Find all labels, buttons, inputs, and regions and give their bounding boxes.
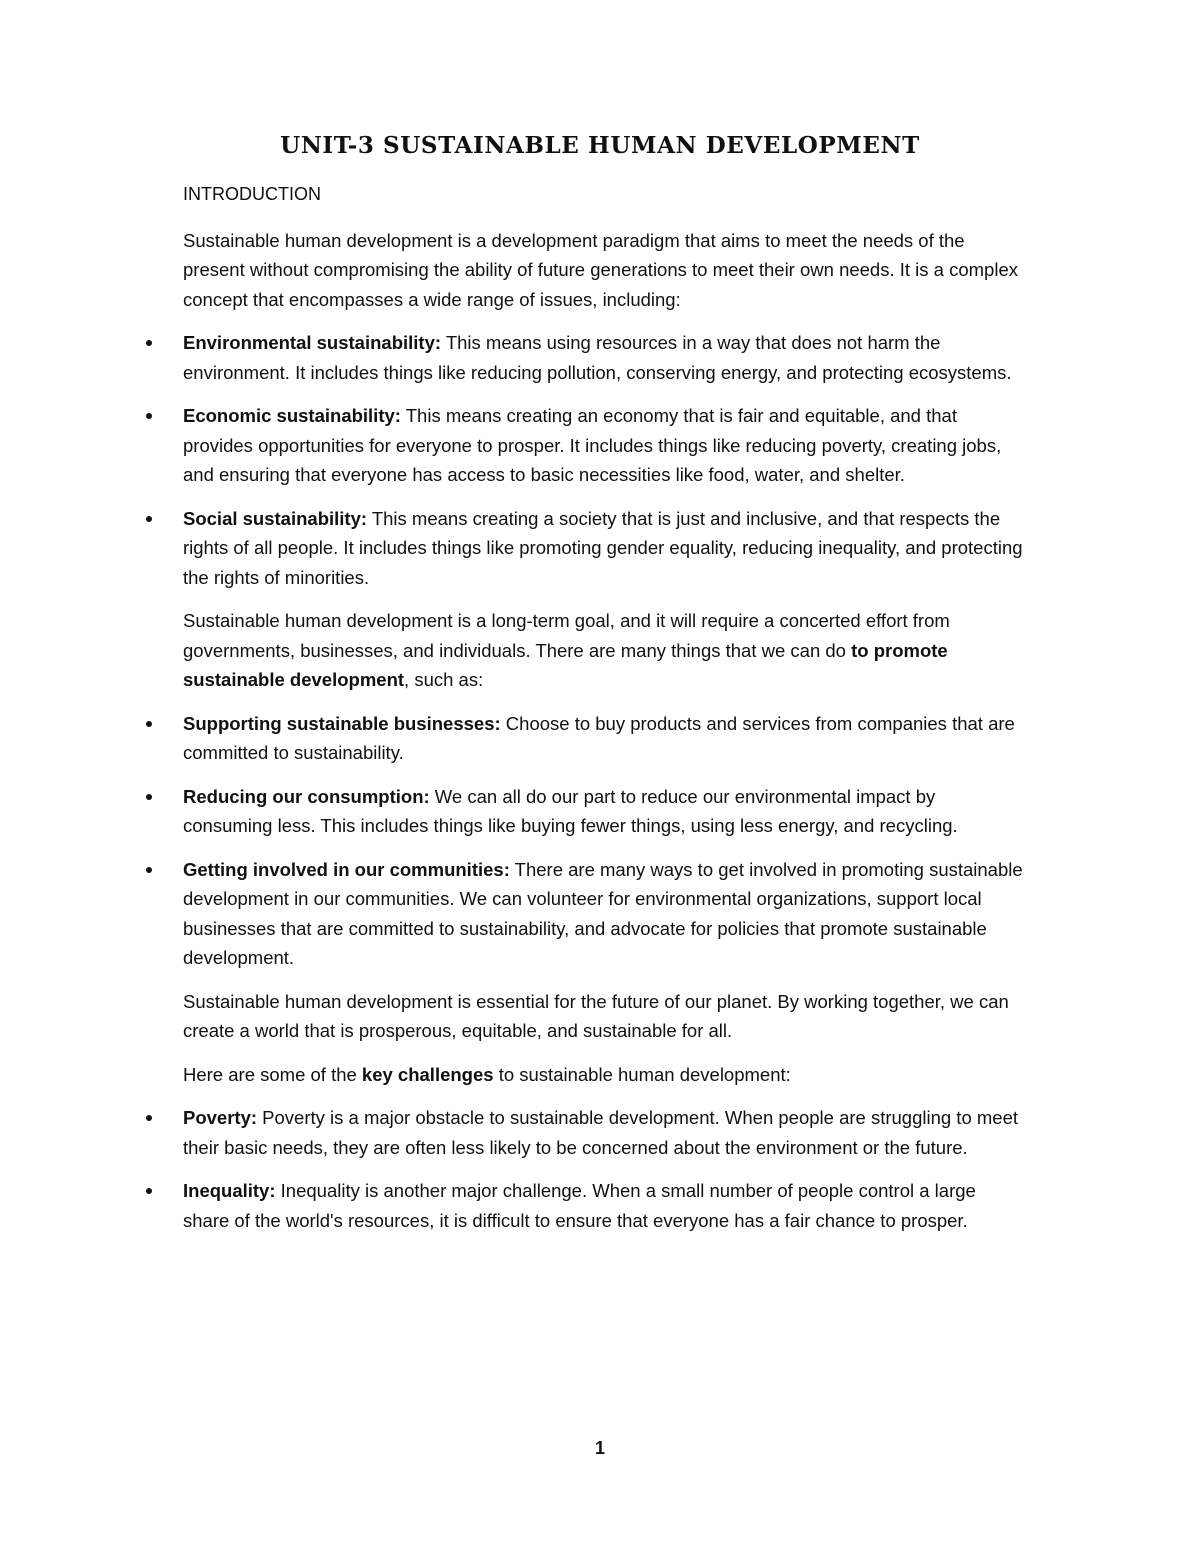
intro-paragraph: Sustainable human development is a development paradigm that aims to meet the needs of the present without compromising the ability of future generations to meet their own needs. It is a complex concept that encompasses a wide range of issues, including:	[183, 229, 1018, 310]
challenges-intro-after: to sustainable human development:	[493, 1063, 791, 1085]
list-item-challenge	[183, 1103, 1023, 1162]
list-item-issue	[183, 504, 1023, 593]
challenges-intro-before: Here are some of the	[183, 1063, 362, 1085]
issues-list	[183, 328, 1023, 592]
action-term: Getting involved in our communities:	[183, 858, 510, 880]
action-term: Supporting sustainable businesses:	[183, 712, 501, 734]
promote-text-after: , such as:	[404, 669, 484, 690]
list-item-issue	[183, 328, 1023, 387]
bullet-icon	[146, 721, 152, 727]
challenge-text: Poverty is a major obstacle to sustainable development. When people are struggling to meet their basic needs, they are often less likely to be concerned about the environment or the future.	[183, 1107, 1019, 1158]
document-body	[183, 180, 1023, 1249]
issue-text: This means using resources in a way that does not harm the environment. It includes things like reducing pollution, conserving energy, and protecting ecosystems.	[183, 332, 1012, 383]
challenge-term: Poverty:	[183, 1107, 258, 1128]
bullet-icon	[146, 867, 152, 873]
challenges-intro-bold: key challenges	[361, 1063, 494, 1085]
promote-text-before: Sustainable human development is a long-term goal, and it will require a concerted effort from governments, businesses, and individuals. There are many things that we can do	[183, 610, 950, 661]
list-item-action	[183, 782, 1023, 841]
challenges-list	[183, 1103, 1023, 1235]
challenge-term: Inequality:	[183, 1180, 276, 1201]
bullet-icon	[146, 794, 152, 800]
promote-text-bold: to promote sustainable development	[183, 639, 948, 690]
challenge-text: Inequality is another major challenge. When a small number of people control a large share of the world's resources, it is difficult to ensure that everyone has a fair chance to prosper.	[183, 1180, 976, 1231]
conclusion-paragraph: Sustainable human development is essential for the future of our planet. By working together, we can create a world that is prosperous, equitable, and sustainable for all.	[183, 990, 1009, 1041]
action-text: There are many ways to get involved in promoting sustainable development in our communities. We can volunteer for environmental organizations, support local businesses that are committed to sustainability, and advocate for policies that promote sustainable development.	[183, 858, 1023, 968]
list-item-challenge	[183, 1176, 1023, 1235]
actions-list	[183, 709, 1023, 973]
bullet-icon	[146, 340, 152, 346]
list-item-action	[183, 709, 1023, 768]
bullet-icon	[146, 516, 152, 522]
promote-paragraph	[183, 606, 1023, 695]
bullet-icon	[146, 413, 152, 419]
issue-term: Economic sustainability:	[183, 405, 401, 426]
action-text: We can all do our part to reduce our environmental impact by consuming less. This includes things like buying fewer things, using less energy, and recycling.	[183, 785, 958, 836]
list-item-action	[183, 855, 1023, 973]
page-number: 1	[594, 1438, 605, 1458]
issue-term: Environmental sustainability:	[183, 332, 442, 353]
challenges-intro-paragraph	[183, 1060, 1023, 1090]
issue-text: This means creating a society that is just and inclusive, and that respects the rights of all people. It includes things like promoting gender equality, reducing inequality, and protecting the rights of minorities.	[183, 507, 1023, 588]
bullet-icon	[146, 1188, 152, 1194]
bullet-icon	[146, 1115, 152, 1121]
issue-text: This means creating an economy that is fair and equitable, and that provides opportunities for everyone to prosper. It includes things like reducing poverty, creating jobs, and ensuring that everyone has access to basic necessities like food, water, and shelter.	[183, 405, 1002, 485]
section-heading-introduction: INTRODUCTION	[183, 184, 321, 204]
issue-term: Social sustainability:	[183, 507, 368, 529]
list-item-issue	[183, 401, 1023, 490]
page-title: UNIT-3 SUSTAINABLE HUMAN DEVELOPMENT	[280, 132, 920, 159]
action-text: Choose to buy products and services from companies that are committed to sustainability.	[183, 712, 1015, 763]
action-term: Reducing our consumption:	[183, 785, 430, 807]
